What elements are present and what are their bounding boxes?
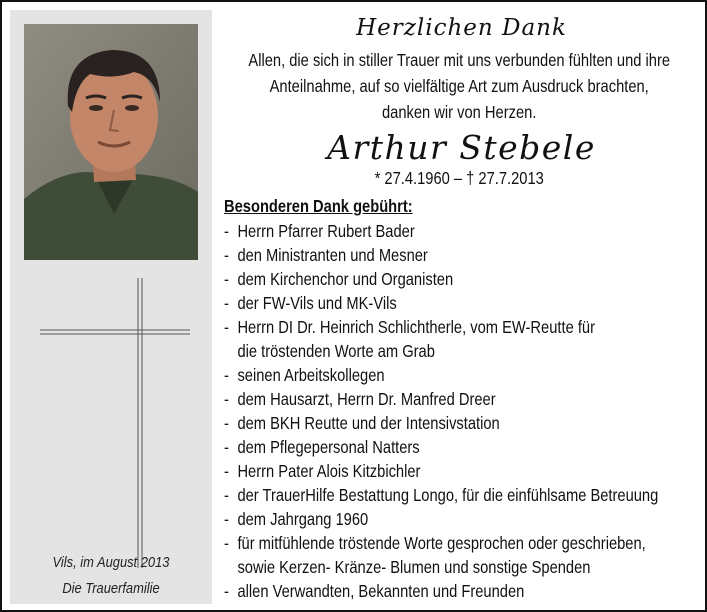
- left-panel: [10, 10, 212, 604]
- place-date: Vils, im August 2013: [52, 554, 170, 571]
- list-item: - der FW-Vils und MK-Vils: [224, 293, 397, 313]
- deceased-name: Arthur Stebele: [327, 128, 596, 167]
- list-item: - allen Verwandten, Bekannten und Freunden: [224, 581, 525, 601]
- list-item: - Herrn DI Dr. Heinrich Schlichtherle, vom EW-Reutte für: [224, 317, 595, 337]
- intro-line-1: Allen, die sich in stiller Trauer mit uns verbunden fühlten und ihre: [248, 50, 671, 70]
- cross-icon: [40, 278, 190, 568]
- list-item: - Herrn Pater Alois Kitzbichler: [224, 461, 421, 481]
- list-item: - den Ministranten und Mesner: [224, 245, 428, 265]
- list-item: - der TrauerHilfe Bestattung Longo, für die einfühlsame Betreuung: [224, 485, 659, 505]
- list-item: - seinen Arbeitskollegen: [224, 365, 385, 385]
- list-item-continuation: die tröstenden Worte am Grab: [237, 341, 435, 361]
- list-item: - dem Pflegepersonal Natters: [224, 437, 420, 457]
- list-item: - dem Hausarzt, Herrn Dr. Manfred Dreer: [224, 389, 496, 409]
- intro-line-2: Anteilnahme, auf so vielfältige Art zum Ausdruck brachten,: [269, 76, 649, 96]
- thanks-title: Herzlichen Dank: [356, 15, 567, 41]
- thanks-heading: Besonderen Dank gebührt:: [224, 196, 413, 216]
- list-item: - dem Kirchenchor und Organisten: [224, 269, 454, 289]
- list-item: - Herrn Pfarrer Rubert Bader: [224, 221, 415, 241]
- list-item: - dem Jahrgang 1960: [224, 509, 369, 529]
- list-item-continuation: sowie Kerzen- Kränze- Blumen und sonstige Spenden: [237, 557, 591, 577]
- list-item: - für mitfühlende tröstende Worte gesprochen oder geschrieben,: [224, 533, 646, 553]
- life-dates: * 27.4.1960 – † 27.7.2013: [374, 168, 544, 188]
- intro-line-3: danken wir von Herzen.: [381, 102, 537, 122]
- list-item: - dem BKH Reutte und der Intensivstation: [224, 413, 500, 433]
- portrait-photo: [24, 24, 198, 260]
- signature: Die Trauerfamilie: [62, 580, 160, 597]
